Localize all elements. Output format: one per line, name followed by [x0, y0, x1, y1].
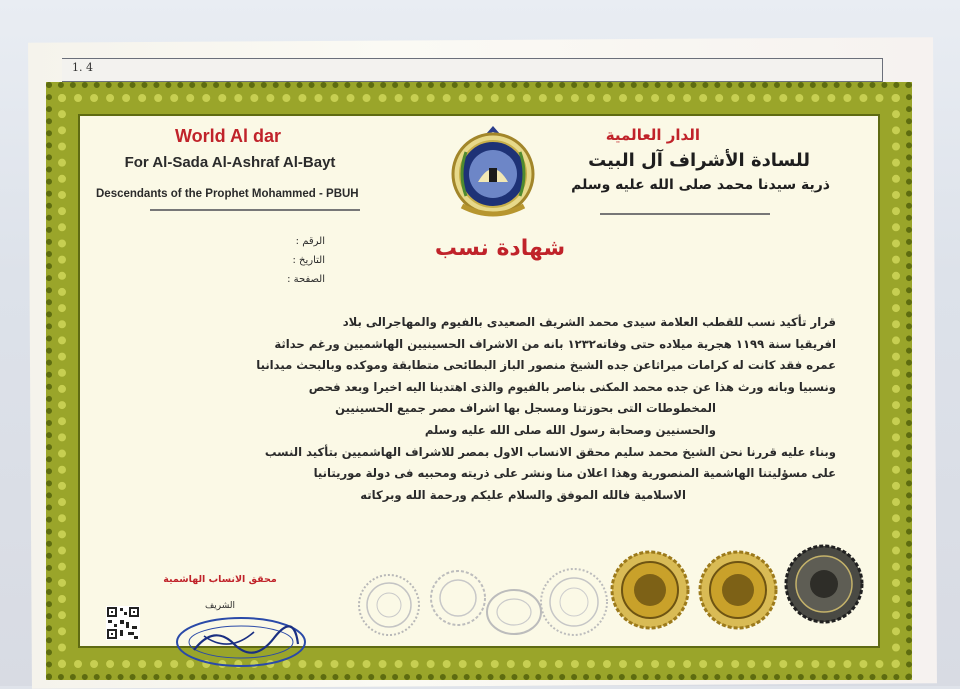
body-line: والحسنيين وصحابة رسول الله صلى الله عليه وسلم — [424, 422, 716, 437]
embossed-seal-icon — [484, 586, 544, 638]
body-line: افريقيا سنة ١١٩٩ هجرية ميلاده حتى وفاته١٢٣٢ بانه من الاشراف الحسينيين الهاشميين ورغم حداثة — [274, 336, 836, 351]
gold-seal-icon — [698, 550, 778, 630]
gold-seal-icon — [610, 550, 690, 630]
signature-block — [150, 574, 290, 611]
emblem-icon — [448, 122, 538, 224]
page-number-strip — [62, 58, 883, 82]
body-line: وبناء عليه قررنا نحن الشيخ محمد سليم محقق الانساب الاول بمصر للاشراف الهاشميين بتأكيد النسب — [264, 444, 836, 459]
page-number: 1. 4 — [72, 61, 93, 74]
arabic-fine-print — [600, 212, 770, 218]
body-line: قرار تأكيد نسب للقطب العلامة سيدى محمد الشريف الصعيدى بالفيوم والمهاجرالى بلاد — [342, 315, 836, 329]
body-line: عمره فقد كانت له كرامات ميراثاعن جده الشيخ منصور الباز البطائحى متطابقة وموكده وبالبحث ميدانيا — [256, 358, 836, 373]
qr-code-icon — [106, 606, 140, 640]
reference-fields — [255, 232, 325, 289]
embossed-seal-icon — [538, 566, 610, 638]
body-line: ونسبيا وبانه ورث هذا عن جده محمد المكنى بناصر بالفيوم والذى اهتدينا اليه اخيرا وبعد فحص — [308, 379, 836, 394]
dark-seal-icon — [784, 544, 864, 624]
signature-title: محقق الانساب الهاشمية — [163, 574, 277, 585]
ref-number-label: الرقم : — [295, 236, 325, 247]
body-line: على مسؤليتنا الهاشمية المنصورية وهذا اعلان منا ونشر على ذريته ومحبيه فى دولة موريتانيا — [313, 466, 836, 481]
body-line: الاسلامية فالله الموفق والسلام عليكم ورحمة الله وبركاته — [360, 487, 686, 502]
signature-role: الشريف — [204, 601, 236, 611]
embossed-seal-icon — [428, 568, 488, 628]
ref-page-label: الصفحة : — [287, 274, 325, 285]
english-fine-print — [150, 208, 360, 214]
english-subtitle: For Al-Sada Al-Ashraf Al-Bayt — [124, 154, 336, 171]
certificate-body — [118, 312, 836, 506]
signature-stamp-icon — [174, 614, 308, 670]
arabic-descendants: ذرية سيدنا محمد صلى الله عليه وسلم — [571, 177, 830, 193]
certificate-title: شهادة نسب — [434, 236, 566, 261]
ref-date-label: التاريخ : — [292, 255, 325, 266]
english-title: World Al dar — [174, 126, 281, 146]
arabic-subtitle: للسادة الأشراف آل البيت — [588, 150, 810, 171]
arabic-title: الدار العالمية — [605, 126, 700, 144]
body-line: المخطوطات التى بحوزتنا ومسجل بها اشراف مصر جميع الحسينيين — [335, 401, 716, 416]
english-descendants: Descendants of the Prophet Mohammed - PBUH — [96, 188, 359, 200]
embossed-seal-icon — [356, 572, 422, 638]
